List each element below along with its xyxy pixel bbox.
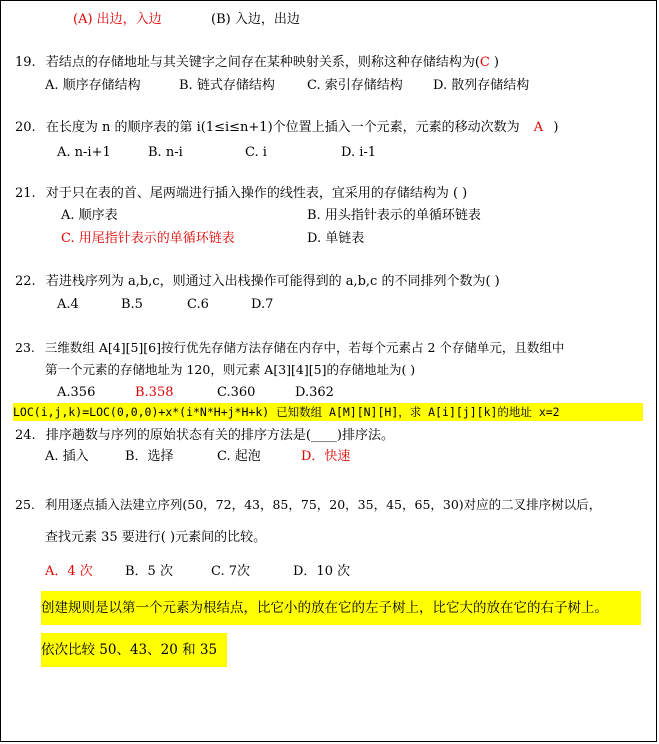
q24-option-a: A. 插入 — [45, 449, 89, 464]
q19-close: ) — [493, 55, 499, 70]
q25-number: 25. — [15, 497, 35, 512]
q25-rule-note: 创建规则是以第一个元素为根结点，比它小的放在它的左子树上，比它大的放在它的右子树上。 — [41, 591, 641, 625]
q22-stem — [15, 273, 500, 290]
q25-stem-line2: 查找元素 35 要进行( )元素间的比较。 — [45, 530, 267, 545]
q23-stem-line1 — [15, 339, 564, 356]
q25-stem-text-1: 利用逐点插入法建立序列(50，72，43，85，75，20，35，45，65，30)对应的二叉排序树以后， — [44, 497, 602, 512]
q24-option-c: C. 起泡 — [217, 449, 261, 464]
q23-address-formula-note: LOC(i,j,k)=LOC(0,0,0)+x*(i*N*H+j*H+k) 已知数组 A[M][N][H]，求 A[i][j][k]的地址 x=2 — [13, 403, 643, 421]
q19-option-b: B. 链式存储结构 — [179, 78, 275, 93]
q23-option-b: B.358 — [135, 385, 174, 400]
top-option-b: (B) 入边，出边 — [211, 12, 300, 27]
q22-option-d: D.7 — [251, 297, 274, 312]
q19-option-d: D. 散列存储结构 — [433, 78, 530, 93]
q21-option-c: C. 用尾指针表示的单循环链表 — [61, 231, 235, 246]
q20-number: 20. — [15, 120, 36, 135]
q23-option-a: A.356 — [57, 385, 96, 400]
q25-option-d: D．10 次 — [293, 564, 351, 579]
q24-option-b: B．选择 — [125, 449, 174, 464]
q25-option-c: C. 7次 — [211, 564, 251, 579]
q24-number: 24. — [15, 428, 36, 443]
q20-option-c: C. i — [245, 145, 267, 160]
top-option-a: (A) 出边，入边 — [73, 12, 162, 27]
q22-number: 22. — [15, 274, 36, 289]
q20-option-d: D. i-1 — [341, 145, 377, 160]
q22-option-b: B.5 — [121, 297, 143, 312]
q22-option-c: C.6 — [187, 297, 209, 312]
q22-stem-text: 若进栈序列为 a,b,c，则通过入出栈操作可能得到的 a,b,c 的不同排列个数为( ) — [45, 274, 500, 289]
q25-compare-note: 依次比较 50、43、20 和 35 — [41, 633, 227, 667]
q25-stem-line1 — [15, 496, 601, 513]
q25-option-b: B．5 次 — [125, 564, 173, 579]
q20-answer: A — [533, 120, 544, 135]
q24-option-d: D．快速 — [301, 449, 351, 464]
q22-option-a: A.4 — [57, 297, 79, 312]
q23-stem-text-1: 三维数组 A[4][5][6]按行优先存储方法存储在内存中，若每个元素占 2 个存储单元，且数组中 — [44, 340, 565, 355]
q20-stem — [15, 119, 558, 136]
q19-answer: C — [479, 55, 490, 70]
q23-number: 23. — [15, 340, 35, 355]
q20-close: ) — [553, 120, 559, 135]
q21-stem — [15, 185, 467, 202]
q21-number: 21. — [15, 186, 36, 201]
q24-stem-text: 排序趟数与序列的原始状态有关的排序方法是(____)排序法。 — [45, 428, 394, 443]
q23-stem-line2: 第一个元素的存储地址为 120，则元素 A[3][4][5]的存储地址为( ) — [45, 362, 416, 377]
q23-option-d: D.362 — [295, 385, 334, 400]
q19-stem — [15, 54, 499, 71]
q23-option-c: C.360 — [217, 385, 256, 400]
q21-option-d: D. 单链表 — [307, 231, 365, 246]
q20-option-b: B. n-i — [148, 145, 183, 160]
q19-option-c: C. 索引存储结构 — [307, 78, 403, 93]
q21-option-b: B. 用头指针表示的单循环链表 — [307, 208, 481, 223]
q24-stem — [15, 427, 394, 444]
q19-stem-text: 若结点的存储地址与其关键字之间存在某种映射关系，则称这种存储结构为( — [45, 55, 480, 70]
q25-option-a: A．4 次 — [45, 564, 93, 579]
q21-stem-text: 对于只在表的首、尾两端进行插入操作的线性表，宜采用的存储结构为 ( ) — [45, 186, 468, 201]
q20-option-a: A. n-i+1 — [57, 145, 111, 160]
q19-number: 19. — [15, 55, 36, 70]
q20-stem-text: 在长度为 n 的顺序表的第 i(1≤i≤n+1)个位置上插入一个元素，元素的移动次数为 — [45, 120, 520, 135]
q19-option-a: A. 顺序存储结构 — [45, 78, 141, 93]
q21-option-a: A. 顺序表 — [61, 208, 118, 223]
